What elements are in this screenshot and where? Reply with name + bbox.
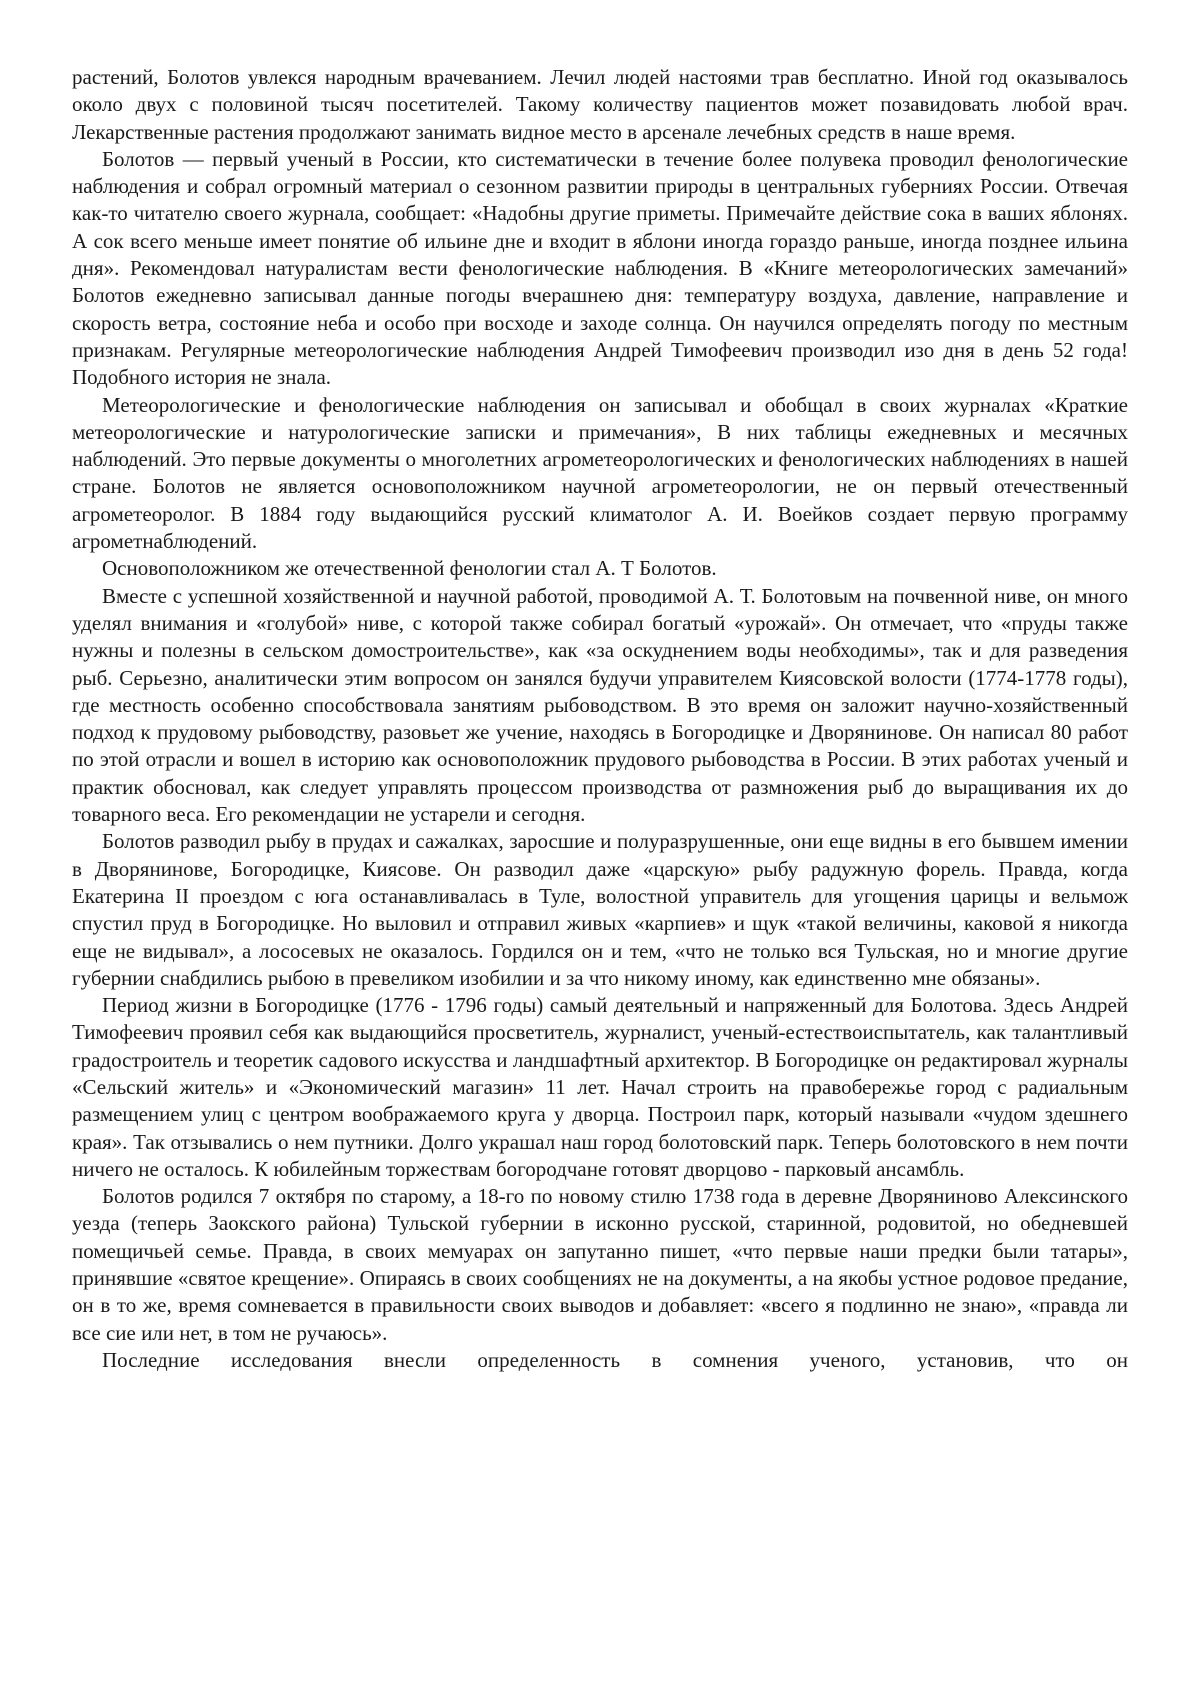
paragraph-2: Болотов — первый ученый в России, кто систематически в течение более полувека проводил фенологические наблюдения и собрал огромный материал о сезонном развитии природы в центральных губерниях России. Отвечая как-то читателю своего журнала, сообщает: «Надобны другие приметы. Примечайте действие сока в ваших яблонях. А сок всего меньше имеет понятие об ильине дне и входит в яблони иногда гораздо раньше, иногда позднее ильина дня». Рекомендовал натуралистам вести фенологические наблюдения. В «Книге метеорологических замечаний» Болотов ежедневно записывал данные погоды вчерашнею дня: температуру воздуха, давление, направление и скорость ветра, состояние неба и особо при восходе и заходе солнца. Он научился определять погоду по местным признакам. Регулярные метеорологические наблюдения Андрей Тимофеевич производил изо дня в день 52 года! Подобного история не знала. <box>72 146 1128 390</box>
paragraph-5: Вместе с успешной хозяйственной и научной работой, проводимой А. Т. Болотовым на почвенной ниве, он много уделял внимания и «голубой» ниве, с которой также собирал богатый «урожай». Он отмечает, что «пруды также нужны и полезны в сельском домостроительстве», как «за оскуднением воды необходимы», так и для разведения рыб. Серьезно, аналитически этим вопросом он занялся будучи управителем Киясовской волости (1774-1778 годы), где местность особенно способствовала занятиям рыбоводством. В это время он заложит научно-хозяйственный подход к прудовому рыбоводству, разовьет же учение, находясь в Богородицке и Дворянинове. Он написал 80 работ по этой отрасли и вошел в историю как основоположник прудового рыбоводства в России. В этих работах ученый и практик обосновал, как следует управлять процессом производства от размножения рыб до выращивания их до товарного веса. Его рекомендации не устарели и сегодня. <box>72 583 1128 827</box>
paragraph-4: Основоположником же отечественной фенологии стал А. Т Болотов. <box>102 556 717 581</box>
paragraph-9: Последние исследования внесли определенность в сомнения ученого, установив, что он <box>102 1347 1128 1372</box>
paragraph-1: растений, Болотов увлекся народным врачеванием. Лечил людей настоями трав бесплатно. Иной год оказывалось около двух с половиной тысяч посетителей. Такому количеству пациентов может позавидовать любой врач. Лекарственные растения продолжают занимать видное место в арсенале лечебных средств в наше время. <box>72 65 1128 144</box>
document-page <box>72 64 1128 1374</box>
paragraph-7: Период жизни в Богородицке (1776 - 1796 годы) самый деятельный и напряженный для Болотова. Здесь Андрей Тимофеевич проявил себя как выдающийся просветитель, журналист, ученый-естествоиспытатель, как талантливый градостроитель и теоретик садового искусства и ландшафтный архитектор. В Богородицке он редактировал журналы «Сельский житель» и «Экономический магазин» 11 лет. Начал строить на правобережье город с радиальным размещением улиц с центром воображаемого круга у дворца. Построил парк, который называли «чудом здешнего края». Так отзывались о нем путники. Долго украшал наш город болотовский парк. Теперь болотовского в нем почти ничего не осталось. К юбилейным торжествам богородчане готовят дворцово - парковый ансамбль. <box>72 993 1128 1181</box>
paragraph-8: Болотов родился 7 октября по старому, а 18-го по новому стилю 1738 года в деревне Дворяниново Алексинского уезда (теперь Заокского района) Тульской губернии в исконно русской, старинной, родовитой, но обедневшей помещичьей семье. Правда, в своих мемуарах он запутанно пишет, «что первые наши предки были татары», принявшие «святое крещение». Опираясь в своих сообщениях не на документы, а на якобы устное родовое предание, он в то же, время сомневается в правильности своих выводов и добавляет: «всего я подлинно не знаю», «правда ли все сие или нет, в том не ручаюсь». <box>72 1184 1128 1345</box>
paragraph-6: Болотов разводил рыбу в прудах и сажалках, заросшие и полуразрушенные, они еще видны в его бывшем имении в Дворянинове, Богородицке, Киясове. Он разводил даже «царскую» рыбу радужную форель. Правда, когда Екатерина II проездом с юга останавливалась в Туле, волостной управитель для угощения царицы и вельмож спустил пруд в Богородицке. Но выловил и отправил живых «карпиев» и щук «такой величины, каковой я никогда еще не видывал», а лососевых не оказалось. Гордился он и тем, «что не только вся Тульская, но и многие другие губернии снабдились рыбою в превеликом изобилии и за что никому иному, как единственно мне обязаны». <box>72 829 1128 990</box>
paragraph-3: Метеорологические и фенологические наблюдения он записывал и обобщал в своих журналах «Краткие метеорологические и натурологические записки и примечания», В них таблицы ежедневных и месячных наблюдений. Это первые документы о многолетних агрометеорологических и фенологических наблюдениях в нашей стране. Болотов не является основоположником научной агрометеорологии, не он первый отечественный агрометеоролог. В 1884 году выдающийся русский климатолог А. И. Воейков создает первую программу агрометнаблюдений. <box>72 392 1128 554</box>
